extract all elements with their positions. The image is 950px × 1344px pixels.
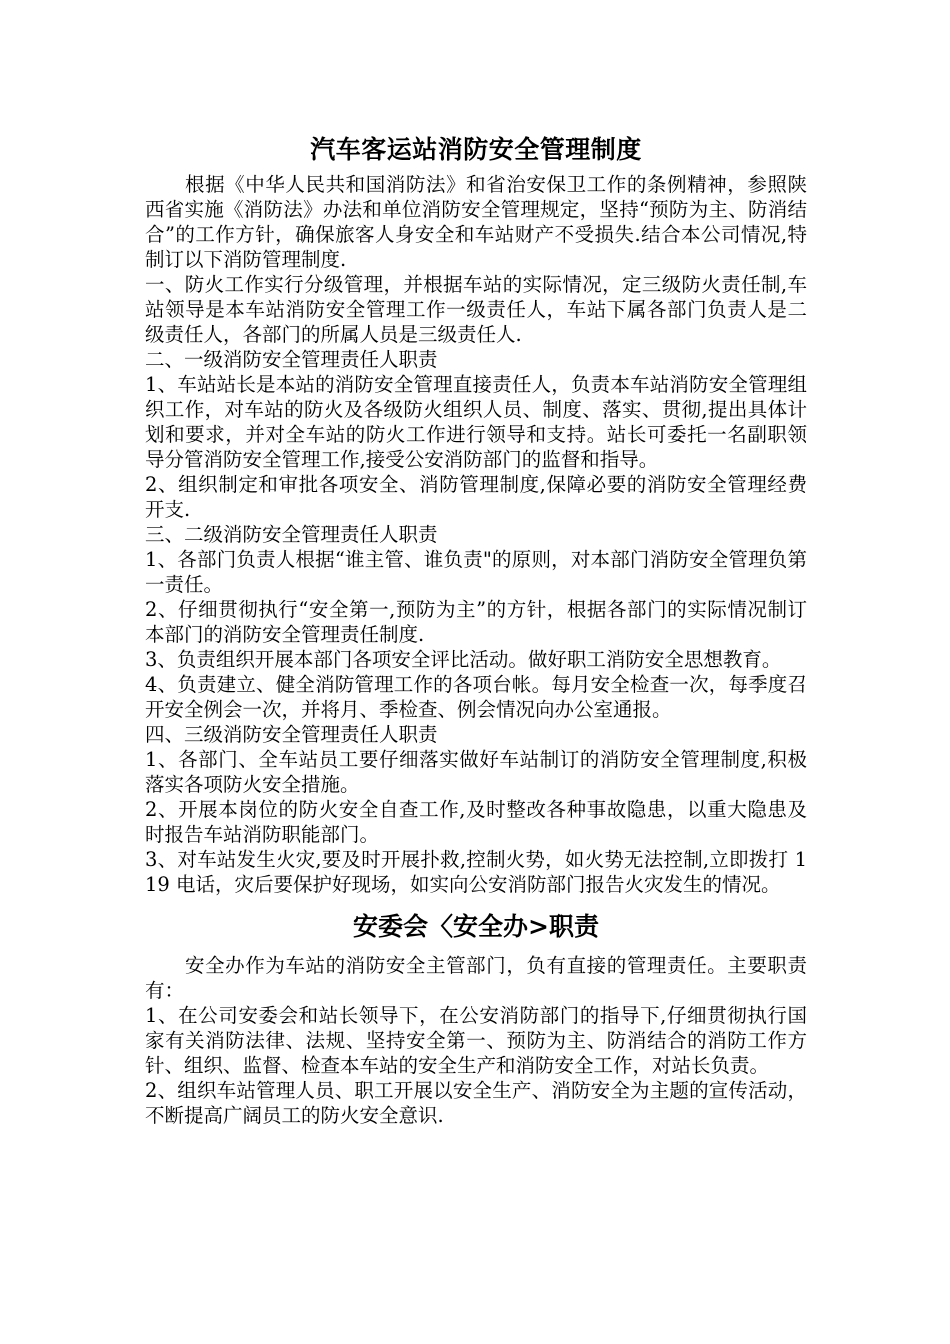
- paragraph-level2-item4: 4、负责建立、健全消防管理工作的各项台帐。每月安全检查一次，每季度召开安全例会一次，并将月、季检查、例会情况向办公室通报。: [145, 673, 807, 721]
- intro-paragraph: 根据《中华人民共和国消防法》和省治安保卫工作的条例精神，参照陕西省实施《消防法》办法和单位消防安全管理规定，坚持“预防为主、防消结合”的工作方针，确保旅客人身安全和车站财产不受损失.结合本公司情况,特制订以下消防管理制度.: [145, 173, 807, 271]
- section-heading-level2: 三、二级消防安全管理责任人职责: [145, 523, 438, 546]
- paragraph-level1-item1: 1、车站站长是本站的消防安全管理直接责任人，负责本车站消防安全管理组织工作，对车站的防火及各级防火组织人员、制度、落实、贯彻,提出具体计划和要求，并对全车站的防火工作进行领导和支持。站长可委托一名副职领导分管消防安全管理工作,接受公安消防部门的监督和指导。: [145, 373, 807, 471]
- paragraph-level3-item3: 3、对车站发生火灾,要及时开展扑救,控制火势，如火势无法控制,立即拨打 119 电话，灾后要保护好现场，如实向公安消防部门报告火灾发生的情况。: [145, 848, 807, 896]
- paragraph-level3-item1: 1、各部门、全车站员工要仔细落实做好车站制订的消防安全管理制度,积极落实各项防火安全措施。: [145, 748, 807, 796]
- document-title: 汽车客运站消防安全管理制度: [310, 135, 642, 164]
- paragraph-level2-item1: 1、各部门负责人根据“谁主管、谁负责"的原则，对本部门消防安全管理负第一责任。: [145, 548, 807, 596]
- safety-office-item2: 2、组织车站管理人员、职工开展以安全生产、消防安全为主题的宣传活动，不断提高广阔员工的防火安全意识.: [145, 1079, 807, 1127]
- section-title-safety-office: 安委会〈安全办>职责: [353, 912, 599, 941]
- paragraph-level1-item2: 2、组织制定和审批各项安全、消防管理制度,保障必要的消防安全管理经费开支.: [145, 473, 807, 521]
- paragraph-level2-item3: 3、负责组织开展本部门各项安全评比活动。做好职工消防安全思想教育。: [145, 648, 782, 671]
- paragraph-level2-item2: 2、仔细贯彻执行“安全第一,预防为主”的方针，根据各部门的实际情况制订本部门的消防安全管理责任制度.: [145, 598, 807, 646]
- section-heading-level3: 四、三级消防安全管理责任人职责: [145, 723, 438, 746]
- section-heading-level1: 二、一级消防安全管理责任人职责: [145, 348, 438, 371]
- safety-office-intro: 安全办作为车站的消防安全主管部门，负有直接的管理责任。主要职责有：: [145, 954, 807, 1002]
- safety-office-item1: 1、在公司安委会和站长领导下，在公安消防部门的指导下,仔细贯彻执行国家有关消防法律、法规、坚持安全第一、预防为主、防消结合的消防工作方针、组织、监督、检查本车站的安全生产和消防安全工作，对站长负责。: [145, 1004, 807, 1077]
- paragraph-level3-item2: 2、开展本岗位的防火安全自查工作,及时整改各种事故隐患，以重大隐患及时报告车站消防职能部门。: [145, 798, 807, 846]
- document-page: [145, 130, 807, 1128]
- paragraph-grading: 一、防火工作实行分级管理，并根据车站的实际情况，定三级防火责任制,车站领导是本车站消防安全管理工作一级责任人，车站下属各部门负责人是二级责任人，各部门的所属人员是三级责任人.: [145, 273, 807, 346]
